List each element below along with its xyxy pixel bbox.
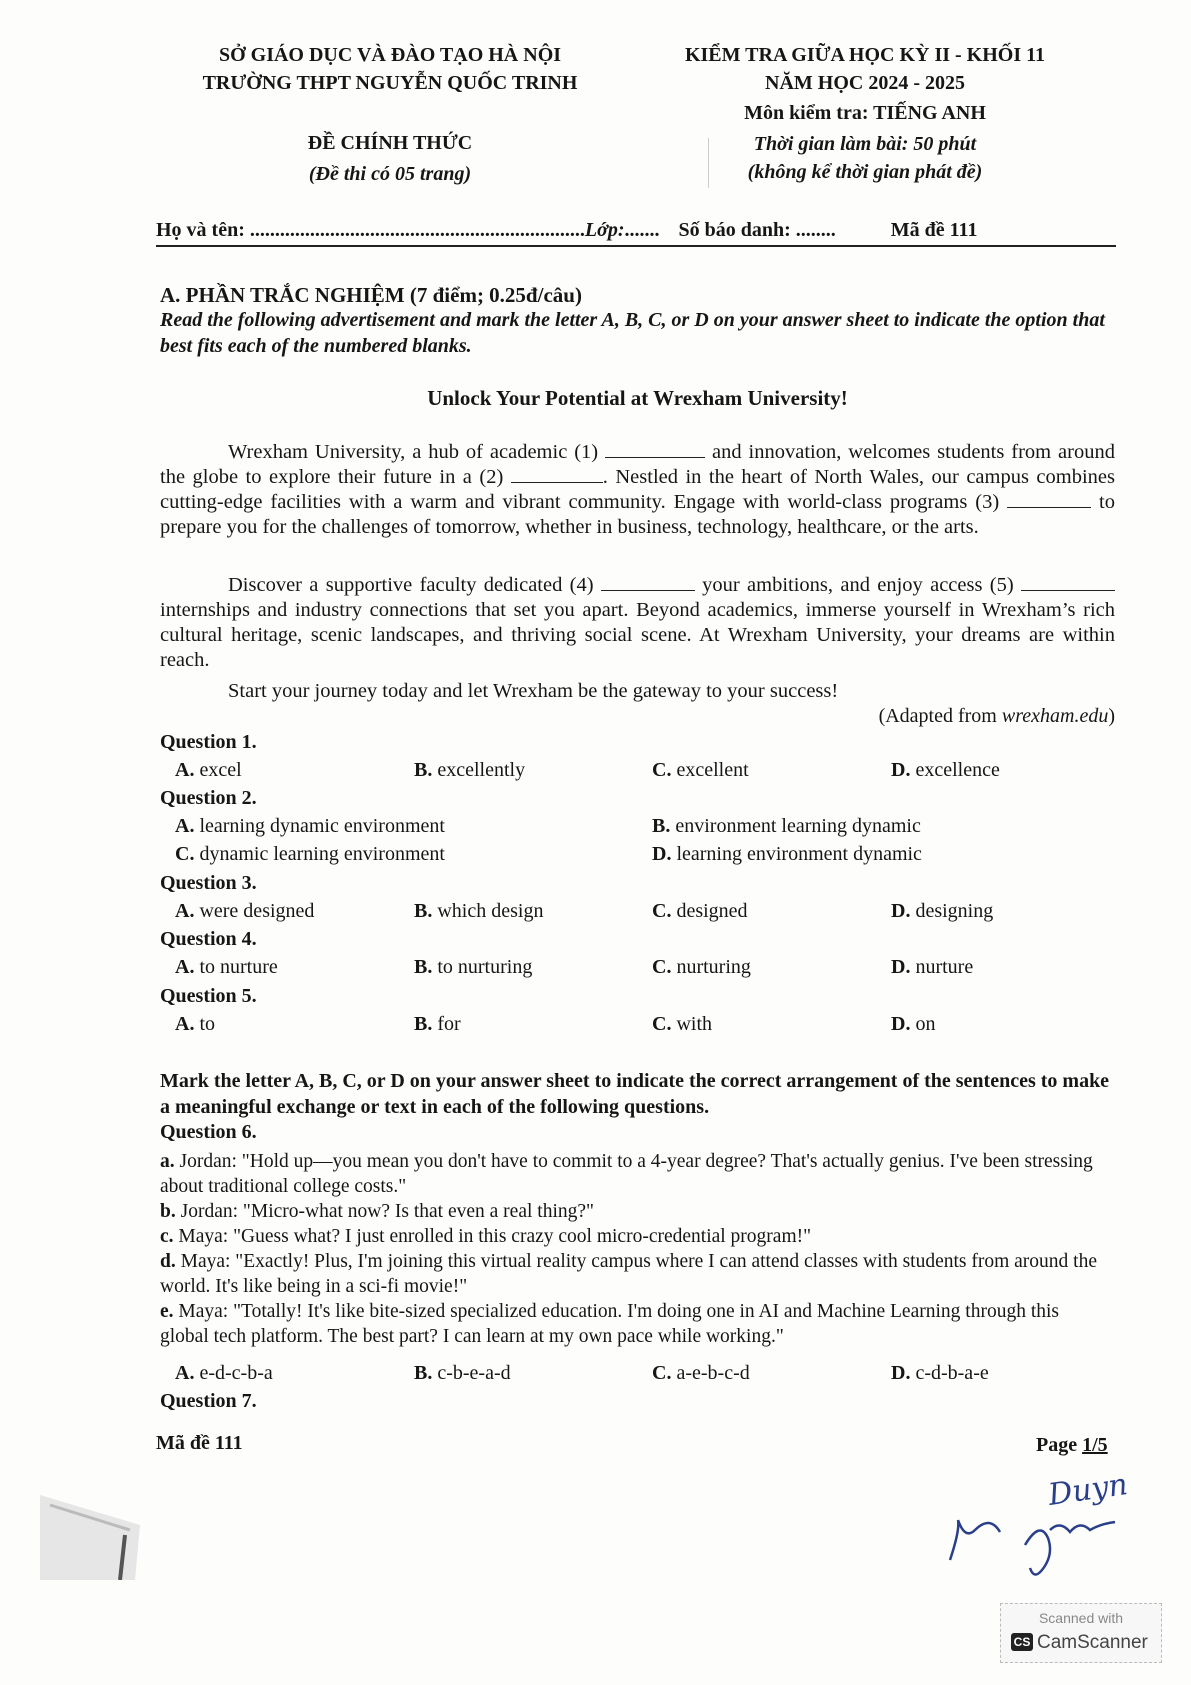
q6-option-a[interactable]: A. e-d-c-b-a [175, 1362, 273, 1384]
q1-option-c[interactable]: C. excellent [652, 759, 749, 781]
q3-option-c[interactable]: C. designed [652, 900, 748, 922]
ad-paragraph-3: Start your journey today and let Wrexham be the gateway to your success! [228, 680, 839, 702]
q2-option-b[interactable]: B. environment learning dynamic [652, 815, 921, 837]
svg-text:Duyn: Duyn [1046, 1467, 1130, 1513]
exam-title: KIỂM TRA GIỮA HỌC KỲ II - KHỐI 11 [684, 44, 1046, 66]
q4-option-a[interactable]: A. to nurture [175, 956, 278, 978]
name-field[interactable]: ................................................................... [249, 219, 585, 241]
ad-title: Unlock Your Potential at Wrexham University! [427, 386, 848, 410]
page-number: Page 1/5 [1036, 1434, 1108, 1456]
q1-option-d[interactable]: D. excellence [891, 759, 1000, 781]
class-label: Lớp: [584, 219, 625, 241]
q4-option-d[interactable]: D. nurture [891, 956, 974, 978]
q1-option-b[interactable]: B. excellently [414, 759, 526, 781]
q6-option-c[interactable]: C. a-e-b-c-d [652, 1362, 750, 1384]
class-field[interactable]: ....... [624, 219, 660, 241]
q3-option-b[interactable]: B. which design [414, 900, 544, 922]
q5-option-c[interactable]: C. with [652, 1013, 713, 1035]
q4-option-c[interactable]: C. nurturing [652, 956, 751, 978]
student-info-line [156, 218, 1116, 243]
ad-paragraph-2: Discover a supportive faculty dedicated (4) your ambitions, and enjoy access (5) internships and industry connections that set you apart. Beyond academics, immerse yourself in Wrexham’s rich cultural heritage, scenic landscapes, and thriving social scene. At Wrexham University, your dreams are within reach. [160, 574, 1115, 671]
blank-5 [1021, 590, 1115, 591]
subject: Môn kiểm tra: TIẾNG ANH [744, 102, 986, 124]
q6-option-b[interactable]: B. c-b-e-a-d [414, 1362, 511, 1384]
blank-2 [511, 482, 603, 483]
q6-sentences [160, 1149, 1100, 1349]
id-field[interactable]: ........ [795, 219, 836, 241]
question-7-title: Question 7. [160, 1390, 257, 1412]
blank-3 [1007, 507, 1091, 508]
question-4-title: Question 4. [160, 928, 257, 950]
q5-option-b[interactable]: B. for [414, 1013, 461, 1035]
id-label: Số báo danh: [678, 219, 796, 241]
signature [930, 1460, 1130, 1590]
section-a-title: A. PHẦN TRẮC NGHIỆM (7 điểm; 0.25đ/câu) [160, 283, 582, 307]
footer-exam-code: Mã đề 111 [156, 1432, 243, 1454]
question-3-title: Question 3. [160, 872, 257, 894]
question-2-title: Question 2. [160, 787, 257, 809]
q2-option-c[interactable]: C. dynamic learning environment [175, 843, 445, 865]
ad-source: (Adapted from wrexham.edu) [878, 705, 1115, 727]
department-name: SỞ GIÁO DỤC VÀ ĐÀO TẠO HÀ NỘI [218, 44, 562, 66]
q6-sentence-a: a. Jordan: "Hold up—you mean you don't have to commit to a 4-year degree? That's actually genius. I've been stressing about traditional college costs." [160, 1151, 1093, 1197]
page-count: (Đề thi có 05 trang) [308, 163, 472, 185]
blank-4 [601, 590, 695, 591]
school-name: TRƯỜNG THPT NGUYỄN QUỐC TRINH [202, 72, 578, 94]
camscanner-logo-icon: CS [1011, 1633, 1033, 1651]
q5-option-d[interactable]: D. on [891, 1013, 936, 1035]
q3-option-d[interactable]: D. designing [891, 900, 994, 922]
q1-option-a[interactable]: A. excel [175, 759, 242, 781]
name-label: Họ và tên: [156, 219, 250, 241]
info-divider [156, 245, 1116, 247]
q2-option-a[interactable]: A. learning dynamic environment [175, 815, 445, 837]
scanner-watermark: Scanned with CS CamScanner [1000, 1603, 1162, 1663]
school-year: NĂM HỌC 2024 - 2025 [765, 72, 965, 94]
q4-option-b[interactable]: B. to nurturing [414, 956, 533, 978]
header-divider [708, 138, 709, 188]
q6-sentence-e: e. Maya: "Totally! It's like bite-sized specialized education. I'm doing one in AI and Machine Learning through this global tech platform. The best part? I can learn at my own pace while working." [160, 1301, 1059, 1347]
time-note: (không kể thời gian phát đề) [747, 161, 983, 183]
time-limit: Thời gian làm bài: 50 phút [753, 133, 977, 155]
q6-sentence-b: b. Jordan: "Micro-what now? Is that even a real thing?" [160, 1201, 594, 1222]
question-1-title: Question 1. [160, 731, 257, 753]
official-label: ĐỀ CHÍNH THỨC [307, 132, 473, 154]
exam-code: Mã đề 111 [890, 219, 978, 241]
q6-option-d[interactable]: D. c-d-b-a-e [891, 1362, 989, 1384]
blank-1 [605, 457, 705, 458]
q2-option-d[interactable]: D. learning environment dynamic [652, 843, 922, 865]
q3-option-a[interactable]: A. were designed [175, 900, 315, 922]
question-5-title: Question 5. [160, 985, 257, 1007]
q6-sentence-d: d. Maya: "Exactly! Plus, I'm joining this virtual reality campus where I can attend classes with students from around the world. It's like being in a sci-fi movie!" [160, 1251, 1097, 1297]
question-6-title: Question 6. [160, 1121, 257, 1143]
arrangement-instruction: Mark the letter A, B, C, or D on your answer sheet to indicate the correct arrangement of the sentences to make a meaningful exchange or text in each of the following questions. [160, 1070, 1110, 1118]
section-a-instruction: Read the following advertisement and mark the letter A, B, C, or D on your answer sheet to indicate the option that best fits each of the numbered blanks. [160, 309, 1105, 357]
q5-option-a[interactable]: A. to [175, 1013, 216, 1035]
q6-sentence-c: c. Maya: "Guess what? I just enrolled in this crazy cool micro-credential program!" [160, 1226, 812, 1247]
scan-shadow [40, 1485, 150, 1580]
ad-paragraph-1: Wrexham University, a hub of academic (1) and innovation, welcomes students from around the globe to explore their future in a (2) . Nestled in the heart of North Wales, our campus combines cutting-edge facilities with a warm and vibrant community. Engage with world-class programs (3) to prepare you for the challenges of tomorrow, whether in business, technology, healthcare, or the arts. [160, 441, 1115, 538]
